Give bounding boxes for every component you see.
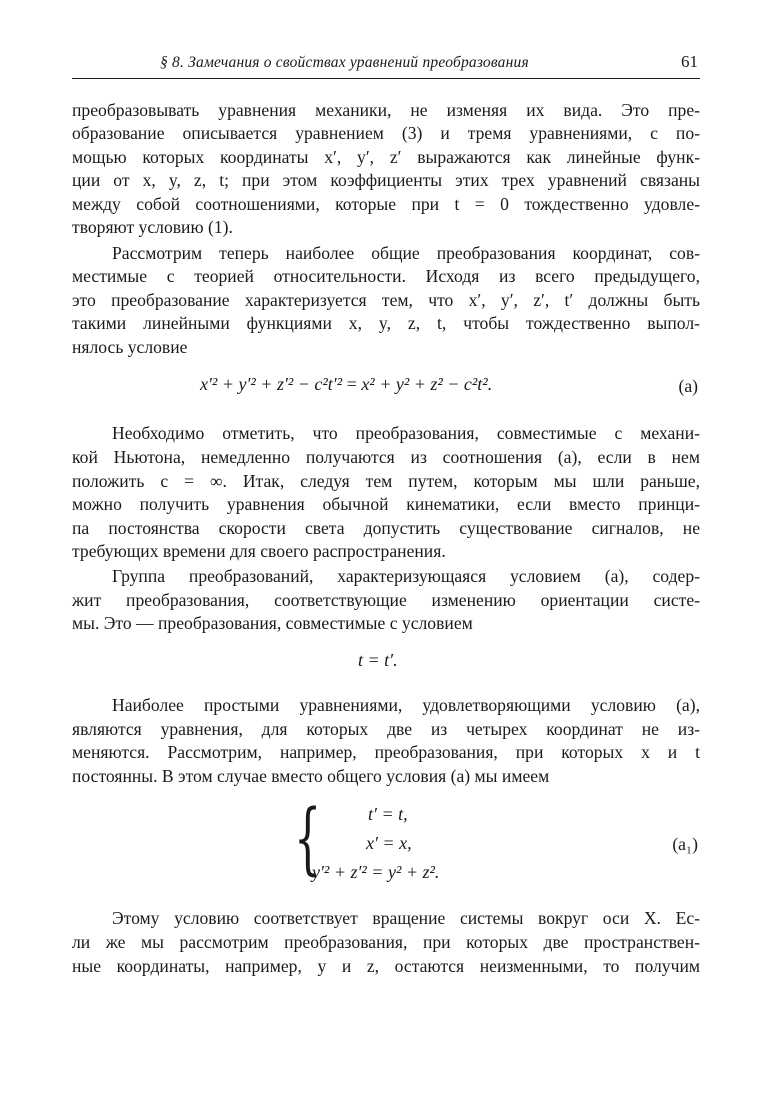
running-title: § 8. Замечания о свойствах уравнений преобразования [160, 54, 529, 71]
running-header [72, 54, 700, 79]
equation-a [200, 374, 492, 395]
system-a1-line-2 [366, 833, 412, 854]
text-line: ли же мы рассмотрим преобразования, при которых две пространствен- [72, 932, 700, 952]
equation-time-body: t = t′. [358, 650, 398, 670]
text-line: ции от x, y, z, t; при этом коэффициенты этих трех уравнений связаны [72, 170, 700, 190]
equation-a-rhs: x² + y² + z² − c²t². [361, 374, 493, 394]
text-line: положить c = ∞. Итак, следуя тем путем, которым мы шли раньше, [72, 471, 700, 491]
text-line: па постоянства скорости света допустить существование сигналов, не [72, 518, 700, 538]
text-line: мощью которых координаты x′, y′, z′ выражаются как линейные функ- [72, 147, 700, 167]
equation-a-label: (a) [678, 376, 698, 396]
text-line: Наиболее простыми уравнениями, удовлетворяющими условию (a), [112, 695, 700, 715]
text-line: жит преобразования, соответствующие изменению ориентации систе- [72, 590, 700, 610]
text-line: постоянны. В этом случае вместо общего условия (a) мы имеем [72, 766, 550, 786]
text-line: мы. Это — преобразования, совместимые с условием [72, 613, 473, 633]
text-line: можно получить уравнения обычной кинематики, если вместо принци- [72, 494, 700, 514]
system-a1-line-1-text: t′ = t, [368, 804, 408, 824]
text-line: такими линейными функциями x, y, z, t, чтобы тождественно выпол- [72, 313, 700, 333]
equation-a-equals: = [346, 374, 357, 394]
system-a1-line-1 [368, 804, 408, 825]
system-a1-line-2-text: x′ = x, [366, 833, 412, 853]
text-line: кой Ньютона, немедленно получаются из соотношения (a), если в нем [72, 447, 700, 467]
text-line: требующих времени для своего распространения. [72, 541, 446, 561]
left-brace-icon: { [294, 794, 322, 884]
text-line: местимые с теорией относительности. Исходя из всего предыдущего, [72, 266, 700, 286]
text-line: Рассмотрим теперь наиболее общие преобразования координат, сов- [112, 243, 700, 263]
text-line: преобразовывать уравнения механики, не изменяя их вида. Это пре- [72, 100, 700, 120]
equation-a-lhs: x′² + y′² + z′² − c²t′² [200, 374, 343, 394]
system-a1-line-3-text: y′² + z′² = y² + z². [312, 862, 440, 882]
text-line: ные координаты, например, y и z, остаются неизменными, то получим [72, 956, 700, 976]
text-line: между собой соотношениями, которые при t = 0 тождественно удовле- [72, 194, 700, 214]
text-line: Необходимо отметить, что преобразования, совместимые с механи- [112, 423, 700, 443]
system-a1-label: (a₁) [672, 834, 698, 854]
system-a1-line-3 [312, 862, 439, 883]
text-line: Группа преобразований, характеризующаяся условием (a), содер- [112, 566, 700, 586]
page-number: 61 [681, 52, 698, 71]
text-line: образование описывается уравнением (3) и тремя уравнениями, с по- [72, 123, 700, 143]
text-line: меняются. Рассмотрим, например, преобразования, при которых x и t [72, 742, 700, 762]
text-line: нялось условие [72, 337, 188, 357]
text-line: являются уравнения, для которых две из четырех координат не из- [72, 719, 700, 739]
equation-time [358, 650, 398, 671]
text-line: творяют условию (1). [72, 217, 233, 237]
text-line: это преобразование характеризуется тем, что x′, y′, z′, t′ должны быть [72, 290, 700, 310]
text-line: Этому условию соответствует вращение системы вокруг оси X. Ес- [112, 908, 700, 928]
